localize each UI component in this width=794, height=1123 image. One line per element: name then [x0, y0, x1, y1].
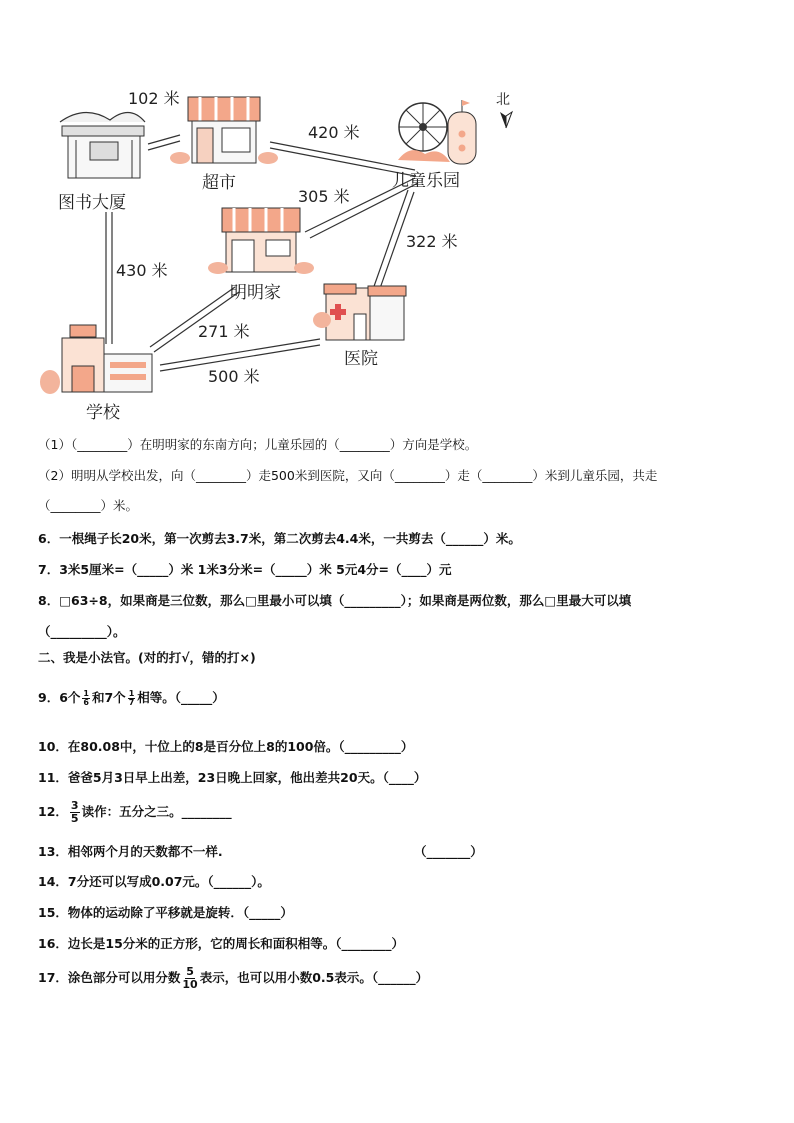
distance-supermarket-park: 420 米 — [308, 123, 360, 142]
question-11: 11．爸爸5月3日早上出差，23日晚上回家，他出差共20天。（____） — [38, 770, 427, 785]
answer-blank[interactable]: ________ — [50, 498, 101, 513]
library-building-icon — [60, 112, 145, 178]
fraction-three-fifths: $\frac{3}{5}$ — [70, 799, 79, 825]
answer-blank[interactable]: ________ — [77, 437, 128, 452]
question-13: 13．相邻两个月的天数都不一样. — [38, 844, 223, 859]
school-label: 学校 — [86, 403, 120, 423]
north-arrow-icon — [500, 112, 512, 128]
distance-park-hospital: 322 米 — [406, 232, 458, 251]
distance-home-school: 271 米 — [198, 322, 250, 341]
hospital-label: 医院 — [344, 349, 378, 369]
question-14: 14．7分还可以写成0.07元。（______）。 — [38, 874, 270, 889]
fraction-five-tenths: $\frac{5}{10}$ — [182, 965, 198, 991]
question-6: 6．一根绳子长20米，第一次剪去3.7米，第二次剪去4.4米，一共剪去（______）米。 — [38, 531, 521, 546]
distance-park-home: 305 米 — [298, 187, 350, 206]
school-building-icon — [40, 325, 152, 394]
question-13-blank[interactable]: （_______） — [414, 844, 483, 859]
question-12: 12． $\frac{3}{5}$ 读作：五分之三。________ — [38, 799, 232, 825]
fraction-one-seventh: $\frac{1}{7}$ — [128, 689, 135, 707]
question-10: 10．在80.08中，十位上的8是百分位上8的100倍。（_________） — [38, 739, 414, 754]
question-16: 16．边长是15分米的正方形，它的周长和面积相等。（________） — [38, 936, 405, 951]
distance-school-hospital: 500 米 — [208, 367, 260, 386]
question-7: 7．3米5厘米=（_____）米 1米3分米=（_____）米 5元4分=（____）元 — [38, 562, 452, 577]
home-building-icon — [208, 208, 314, 274]
campus-route-map — [30, 82, 530, 427]
section-2-heading: 二、我是小法官。(对的打√，错的打×) — [38, 650, 256, 665]
answer-blank[interactable]: ________ — [195, 468, 246, 483]
distance-library-supermarket: 102 米 — [128, 89, 180, 108]
fraction-one-sixth: $\frac{1}{6}$ — [83, 689, 89, 707]
distance-library-school: 430 米 — [116, 261, 168, 280]
question-2-line-2: （________）米。 — [38, 498, 139, 513]
question-15: 15．物体的运动除了平移就是旋转．（_____） — [38, 905, 293, 920]
home-label: 明明家 — [230, 283, 281, 303]
supermarket-building-icon — [170, 97, 278, 164]
answer-blank[interactable]: ________ — [482, 468, 533, 483]
answer-blank[interactable]: ________ — [339, 437, 390, 452]
question-17: 17．涂色部分可以用分数 $\frac{5}{10}$ 表示，也可以用小数0.5表示。（______） — [38, 965, 429, 991]
answer-blank[interactable]: ________ — [394, 468, 445, 483]
ferris-wheel-icon — [398, 100, 476, 164]
library-label: 图书大厦 — [58, 193, 126, 213]
north-label: 北 — [496, 92, 510, 108]
question-8-line-1: 8．□63÷8，如果商是三位数，那么□里最小可以填（_________）；如果商是两位数，那么□里最大可以填 — [38, 593, 632, 608]
supermarket-label: 超市 — [202, 173, 236, 193]
question-1: （1）（________）在明明家的东南方向；儿童乐园的（________）方向是学校。 — [38, 437, 478, 452]
question-2-line-1: （2）明明从学校出发，向（________）走500米到医院，又向（________）走（________）米到儿童乐园，共走 — [38, 468, 658, 483]
hospital-building-icon — [313, 284, 406, 340]
park-label: 儿童乐园 — [392, 171, 460, 191]
question-9: 9．6个 $\frac{1}{6}$ 和7个 $\frac{1}{7}$ 相等。（_____） — [38, 689, 225, 707]
question-8-line-2: （_________）。 — [38, 624, 126, 639]
